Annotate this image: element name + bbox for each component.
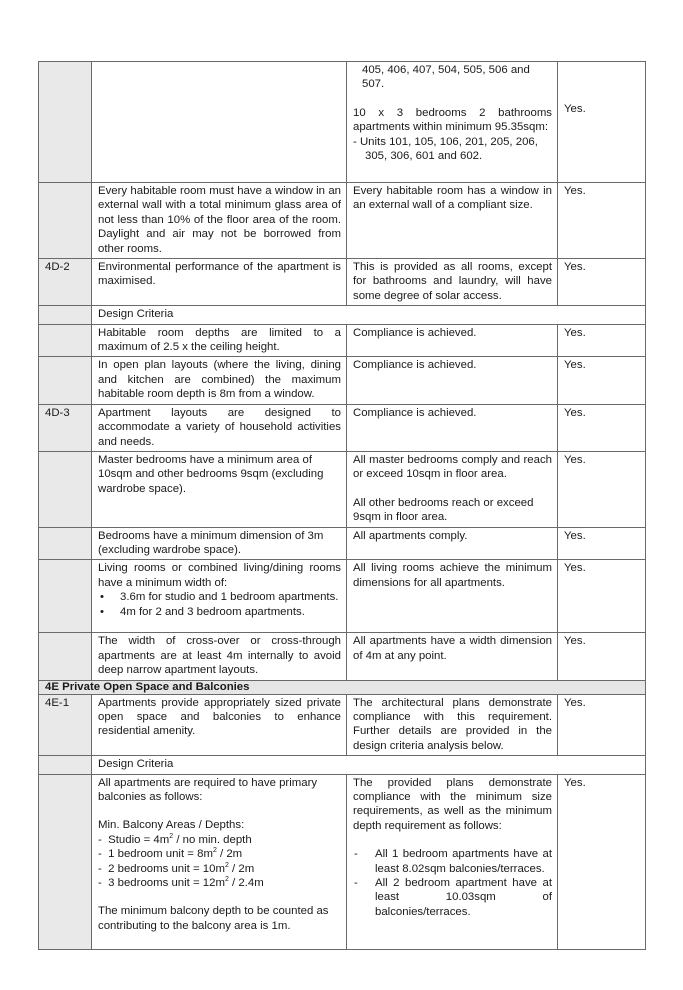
criteria-cell: Apartment layouts are designed to accommodate a variety of household activities and needs. (92, 404, 347, 451)
response-cell: All apartments comply. (347, 527, 558, 560)
list-item: • 4m for 2 and 3 bedroom apartments. (100, 605, 305, 618)
compliance-cell: Yes. (558, 324, 646, 357)
criteria-cell: Living rooms or combined living/dining rooms have a minimum width of: • 3.6m for studio and 1 bedroom apartments. • 4m for 2 and 3 bedroom apartments. (92, 560, 347, 633)
design-criteria-row (39, 756, 646, 774)
response-cell: Compliance is achieved. (347, 324, 558, 357)
compliance-cell: Yes. (558, 694, 646, 756)
ref-cell (39, 324, 92, 357)
table-row (39, 451, 646, 527)
compliance-cell: Yes. (558, 62, 646, 183)
ref-cell (39, 774, 92, 949)
ref-cell (39, 527, 92, 560)
ref-cell (39, 451, 92, 527)
compliance-cell: Yes. (558, 560, 646, 633)
response-cell: Compliance is achieved. (347, 357, 558, 404)
criteria-cell: Apartments provide appropriately sized private open space and balconies to enhance residential amenity. (92, 694, 347, 756)
ref-cell (39, 306, 92, 324)
ref-cell: 4D-3 (39, 404, 92, 451)
list-item: - 1 bedroom unit = $8m^2 / 2m$ (98, 847, 243, 861)
design-criteria-label: Design Criteria (92, 756, 646, 774)
compliance-cell: Yes. (558, 183, 646, 259)
response-cell: 405, 406, 407, 504, 505, 506 and 507. 10 x 3 bedrooms 2 bathrooms apartments within minimum 95.35sqm: - Units 101, 105, 106, 201, 205, 206, 305, 306, 601 and 602. (347, 62, 558, 183)
response-cell: All master bedrooms comply and reach or exceed 10sqm in floor area. All other bedrooms reach or exceed 9sqm in floor area. (347, 451, 558, 527)
response-cell: The architectural plans demonstrate compliance with this requirement. Further details are provided in the design criteria analysis below. (347, 694, 558, 756)
list-item: - All 2 bedroom apartment have at least 10.03sqm of balconies/terraces. (354, 877, 552, 918)
response-cell: All apartments have a width dimension of 4m at any point. (347, 633, 558, 680)
compliance-cell: Yes. (558, 357, 646, 404)
ref-cell: 4D-2 (39, 259, 92, 306)
list-item: • 3.6m for studio and 1 bedroom apartments. (100, 591, 339, 604)
response-cell: This is provided as all rooms, except for bathrooms and laundry, will have some degree of solar access. (347, 259, 558, 306)
table-row (39, 560, 646, 633)
criteria-cell (92, 62, 347, 183)
ref-cell (39, 633, 92, 680)
table-row (39, 183, 646, 259)
criteria-cell: Every habitable room must have a window in an external wall with a total minimum glass area of not less than 10% of the floor area of the room. Daylight and air may not be borrowed from other rooms. (92, 183, 347, 259)
compliance-cell: Yes. (558, 633, 646, 680)
criteria-cell: Master bedrooms have a minimum area of 10sqm and other bedrooms 9sqm (excluding wardrobe space). (92, 451, 347, 527)
compliance-cell: Yes. (558, 774, 646, 949)
compliance-cell: Yes. (558, 451, 646, 527)
criteria-cell: Environmental performance of the apartment is maximised. (92, 259, 347, 306)
ref-cell (39, 183, 92, 259)
ref-cell: 4E-1 (39, 694, 92, 756)
table-row (39, 694, 646, 756)
compliance-cell: Yes. (558, 527, 646, 560)
table-row (39, 259, 646, 306)
table-row (39, 404, 646, 451)
compliance-cell: Yes. (558, 259, 646, 306)
compliance-cell: Yes. (558, 404, 646, 451)
design-criteria-row (39, 306, 646, 324)
ref-cell (39, 756, 92, 774)
criteria-cell: In open plan layouts (where the living, dining and kitchen are combined) the maximum habitable room depth is 8m from a window. (92, 357, 347, 404)
ref-cell (39, 560, 92, 633)
criteria-cell: Bedrooms have a minimum dimension of 3m (excluding wardrobe space). (92, 527, 347, 560)
list-item: - 2 bedrooms unit = $10m^2 / 2m$ (98, 861, 255, 875)
response-cell: Compliance is achieved. (347, 404, 558, 451)
section-heading-row (39, 680, 646, 694)
list-item: - 3 bedrooms unit = $12m^2 / 2.4m$ (98, 876, 264, 890)
response-cell: All living rooms achieve the minimum dimensions for all apartments. (347, 560, 558, 633)
list-item: - Studio = $4m^2$ / no min. depth (98, 833, 252, 846)
design-criteria-label: Design Criteria (92, 306, 646, 324)
table-row (39, 633, 646, 680)
response-cell: The provided plans demonstrate compliance with the minimum size requirements, as well as the minimum depth requirement as follows: - All 1 bedroom apartments have at least 8.02sqm balconies/terraces. - All 2 bedroom apartment have at least 10.03sqm of balconies/terraces. (347, 774, 558, 949)
table-row (39, 357, 646, 404)
table-row (39, 324, 646, 357)
section-heading: 4E Private Open Space and Balconies (39, 680, 646, 694)
criteria-cell: The width of cross-over or cross-through apartments are at least 4m internally to avoid deep narrow apartment layouts. (92, 633, 347, 680)
criteria-cell: Habitable room depths are limited to a maximum of 2.5 x the ceiling height. (92, 324, 347, 357)
compliance-table (38, 61, 646, 950)
list-item: - All 1 bedroom apartments have at least 8.02sqm balconies/terraces. (354, 848, 552, 875)
criteria-cell: All apartments are required to have primary balconies as follows: Min. Balcony Areas / Depths: - Studio = $4m^2$ / no min. depth - 1 bedroom unit = $8m^2 / 2m$ - 2 bedrooms unit = $10m^2 / 2m$ - 3 bedrooms unit = $12m^2 / 2.4m$ The minimum balcony depth to be counted as contributing to the balcony area is 1m. (92, 774, 347, 949)
table-row (39, 527, 646, 560)
response-cell: Every habitable room has a window in an external wall of a compliant size. (347, 183, 558, 259)
ref-cell (39, 62, 92, 183)
table-row (39, 774, 646, 949)
table-row (39, 62, 646, 183)
ref-cell (39, 357, 92, 404)
